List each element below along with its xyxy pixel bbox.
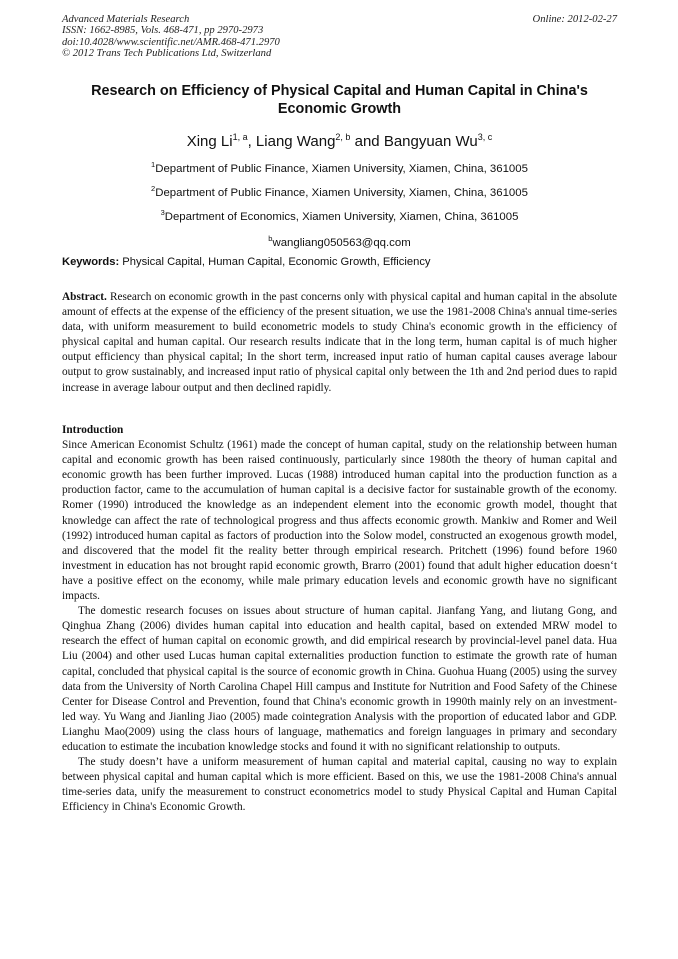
author-separator: , <box>247 133 256 150</box>
online-date: Online: 2012-02-27 <box>532 14 617 25</box>
keywords <box>62 255 617 269</box>
author-superscript: 2, b <box>335 132 351 142</box>
author-line <box>62 128 617 151</box>
affiliation-text: Department of Economics, Xiamen University, Xiamen, China, 361005 <box>164 211 519 223</box>
author-name: Bangyuan Wu <box>383 133 478 150</box>
introduction-section <box>62 423 617 815</box>
copyright-line: © 2012 Trans Tech Publications Ltd, Switzerland <box>62 48 272 60</box>
abstract <box>62 290 617 396</box>
affiliation <box>62 179 617 203</box>
affiliation <box>62 155 617 179</box>
affiliation-number: 2 <box>151 184 156 193</box>
affiliations <box>62 155 617 253</box>
section-heading: Introduction <box>62 424 124 436</box>
paragraph: The study doesn’t have a uniform measurement of human capital and material capital, causing no way to explain between physical capital and human capital which is more efficient. Based on this, we use the 1981-2008 China's annual time-series data, unify the measurement to construct econometrics model to study Physical Capital and Human Capital Efficiency in China's Economic Growth. <box>62 756 617 814</box>
affiliation-text: Department of Public Finance, Xiamen University, Xiamen, China, 361005 <box>155 187 528 199</box>
abstract-label: Abstract. <box>62 291 107 303</box>
email-superscript: b <box>268 234 273 243</box>
author-name: Xing Li <box>186 133 233 150</box>
journal-name: Advanced Materials Research <box>62 14 190 25</box>
affiliation <box>62 203 617 227</box>
paragraph: The domestic research focuses on issues about structure of human capital. Jianfang Yang, and liutang Gong, and Qinghua Zhang (2006) divides human capital into education and health capital, based on extended MRW model to research the effect of human capital on economic growth, and did empirical research by provincial-level panel data. Hua Liu (2004) and other used Lucas human capital externalities production function to estimate the growth rate of human capital, concluded that physical capital is the source of economic growth in China. Guohua Huang (2005) using the survey data from the University of North Carolina Chapel Hill campus and Institute for Nutrition and Food Safety of the Chinese Center for Disease Control and Prevention, found that China's economic growth in 1990th mainly rely on an investment-led way. Yu Wang and Jianling Jiao (2005) made cointegration Analysis with the proportion of educated labor and GDP. Lianghu Mao(2009) using the class hours of language, mathematics and foreign languages in primary and secondary education to estimate the incubation knowledge stocks and found it with no significant relationship to outputs. <box>62 605 617 753</box>
issn-line: ISSN: 1662-8985, Vols. 468-471, pp 2970-2973 <box>62 25 264 37</box>
author-superscript: 1, a <box>232 132 248 142</box>
paragraph: Since American Economist Schultz (1961) made the concept of human capital, study on the relationship between human capital and economic growth has been raised continuously, particularly since 1980th the theory of human capital and economic growth has been further improved. Lucas (1988) introduced human capital into the production function as a production factor, came to the accumulation of human capital is a decisive factor for sustainable growth of the economy. Romer (1990) introduced the knowledge as an independent element into the economic growth model, thought that knowledge can affect the rate of technological progress and thus affects economic growth. Mankiw and Romer and Weil (1992) introduced human capital as factors of production into the Solow model, constructed an exogenous growth model, and discovered that the model fit the reality better through empirical research. Pritchett (1996) found before 1960 investment in education has not brought rapid economic growth, Brarro (2001) found that adult higher education doesn‘t have a positive effect on the economy, while male primary education levels and economic growth have no significant impacts. <box>62 439 617 603</box>
affiliation-number: 1 <box>151 160 156 169</box>
keywords-label: Keywords: <box>62 256 120 268</box>
paper-title: Research on Efficiency of Physical Capital and Human Capital in China's Economic Growth <box>91 83 588 117</box>
email-address: wangliang050563@qq.com <box>272 237 411 249</box>
affiliation-number: 3 <box>160 208 165 217</box>
author-separator: and <box>350 133 384 150</box>
affiliation-text: Department of Public Finance, Xiamen University, Xiamen, China, 361005 <box>155 163 528 175</box>
keywords-text: Physical Capital, Human Capital, Economic Growth, Efficiency <box>119 256 431 268</box>
doi-line: doi:10.4028/www.scientific.net/AMR.468-471.2970 <box>62 36 280 48</box>
email-line <box>62 229 617 253</box>
author-superscript: 3, c <box>477 132 493 142</box>
journal-header <box>62 14 617 60</box>
author-name: Liang Wang <box>255 133 336 150</box>
abstract-text: Research on economic growth in the past concerns only with physical capital and human capital in the absolute amount of effects at the expense of the efficiency of the present situation, we use the 1981-2008 China's annual time-series data, with uniform measurement to build econometric models to study China's economic growth in the efficiency of physical capital and human capital. Our research results indicate that in the long term, human capital is of much higher output efficiency than physical capital; In the short term, increased input ratio of human capital causes average labour output to grow sustainably, and increased input ratio of physical capital only between the 1th and 2nd period dues to rapid increase in average labour output and then declined rapidly. <box>62 291 617 394</box>
